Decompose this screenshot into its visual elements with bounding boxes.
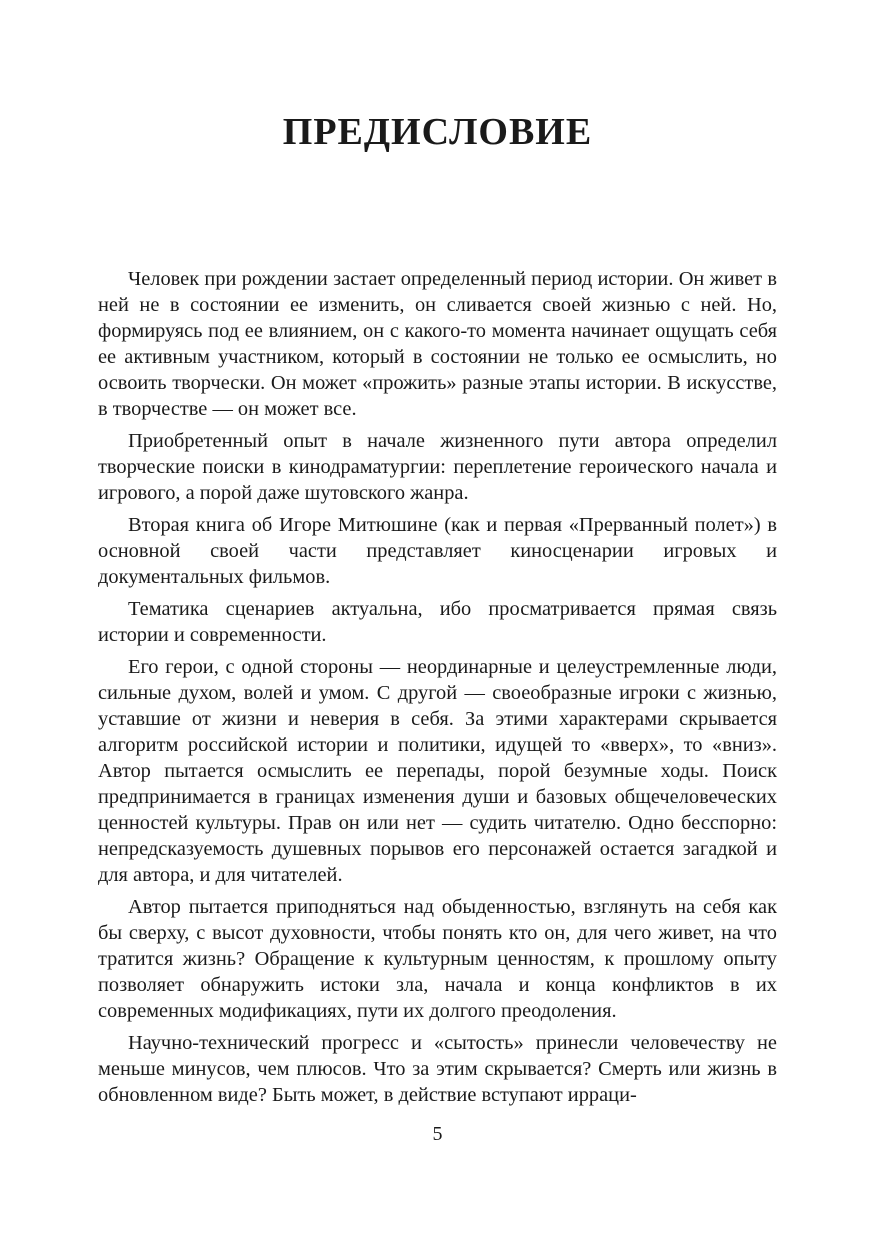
chapter-title: ПРЕДИСЛОВИЕ: [282, 111, 593, 153]
paragraph: Вторая книга об Игоре Митюшине (как и первая «Прерванный полет») в основной своей части представляет киносценарии игровых и документальных фильмов.: [98, 514, 777, 588]
paragraph: Научно-технический прогресс и «сытость» принесли человечеству не меньше минусов, чем плюсов. Что за этим скрывается? Смерть или жизнь в обновленном виде? Быть может, в действие вступают ирраци-: [98, 1032, 777, 1106]
paragraph: Автор пытается приподняться над обыденностью, взглянуть на себя как бы сверху, с высот духовности, чтобы понять кто он, для чего живет, на что тратится жизнь? Обращение к культурным ценностям, к прошлому опыту позволяет обнаружить истоки зла, начала и конца конфликтов в их современных модификациях, пути их долгого преодоления.: [98, 896, 777, 1022]
paragraph: Приобретенный опыт в начале жизненного пути автора определил творческие поиски в кинодраматургии: переплетение героического начала и игрового, а порой даже шутовского жанра.: [98, 430, 777, 504]
body-text: [98, 266, 777, 1114]
paragraph: Его герои, с одной стороны — неординарные и целеустремленные люди, сильные духом, волей и умом. С другой — своеобразные игроки с жизнью, уставшие от жизни и неверия в себя. За этими характерами скрывается алгоритм российской истории и политики, идущей то «вверх», то «вниз». Автор пытается осмыслить ее перепады, порой безумные ходы. Поиск предпринимается в границах изменения души и базовых общечеловеческих ценностей культуры. Прав он или нет — судить читателю. Одно бесспорно: непредсказуемость душевных порывов его персонажей остается загадкой и для автора, и для читателей.: [98, 656, 777, 886]
paragraph: Человек при рождении застает определенный период истории. Он живет в ней не в состоянии ее изменить, он сливается своей жизнью с ней. Но, формируясь под ее влиянием, он с какого-то момента начинает ощущать себя ее активным участником, который в состоянии не только ее осмыслить, но освоить творчески. Он может «прожить» разные этапы истории. В искусстве, в творчестве — он может все.: [98, 268, 777, 420]
page-number: 5: [432, 1123, 443, 1145]
paragraph: Тематика сценариев актуальна, ибо просматривается прямая связь истории и современности.: [98, 598, 777, 646]
